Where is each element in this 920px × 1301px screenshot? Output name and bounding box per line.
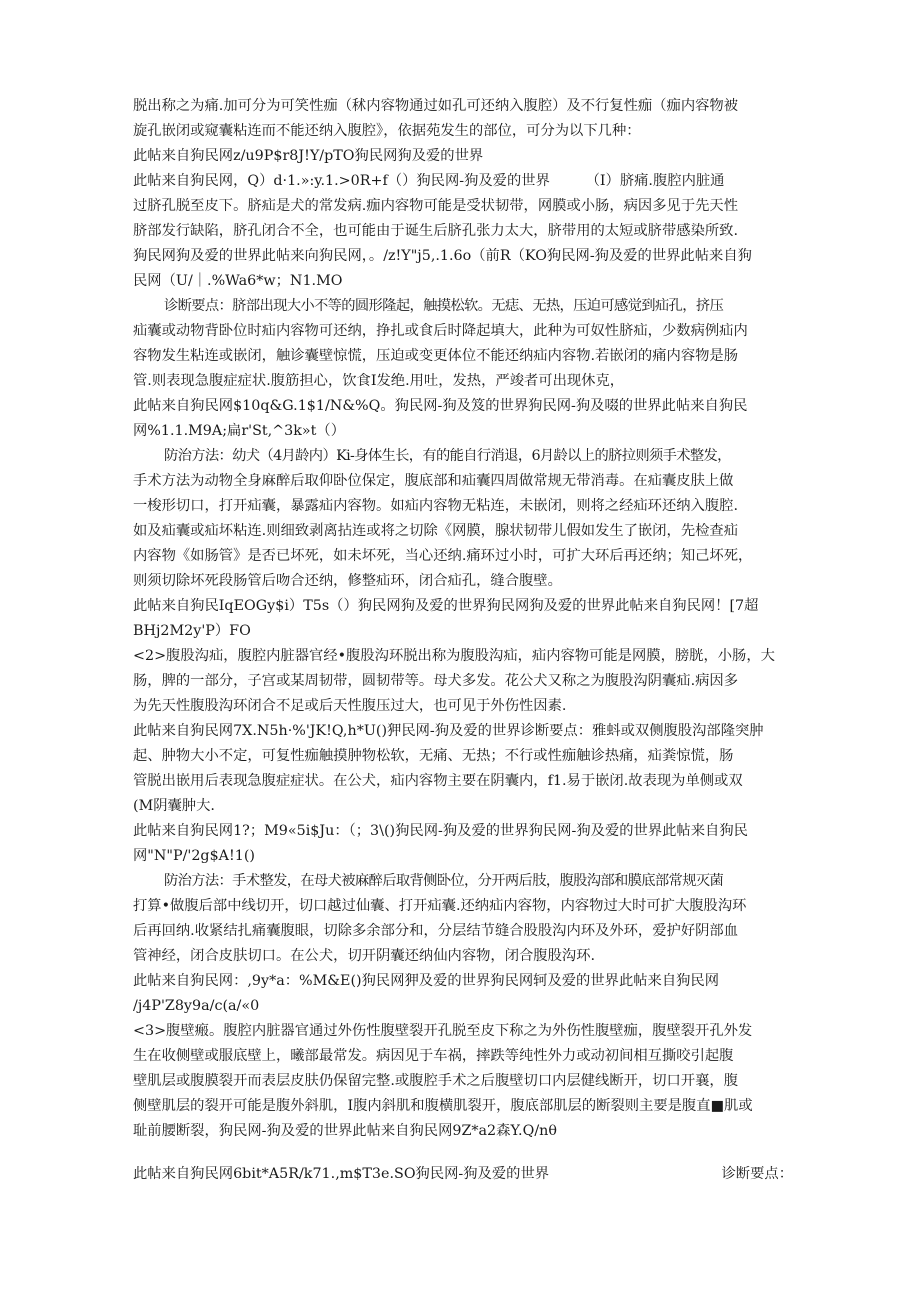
- paragraph: [133, 719, 793, 819]
- text-line: 脱出称之为痛.加可分为可笑性痂（秫内容物通过如孔可还纳入腹腔）及不行复性痂（痂内容物被: [133, 98, 739, 114]
- paragraph: [133, 644, 793, 719]
- paragraph: [133, 394, 793, 444]
- text-line: 管.则表现急腹症症状.腹筋担心，饮食I发绝.用吐，发热，严竣者可出现休克，: [133, 373, 625, 389]
- text-line: 为先天性腹股沟环闭合不足或后天性腹压过大，也可见于外伤性因素.: [133, 698, 567, 714]
- text-line: 网"N"P/'2g$A!1(): [133, 848, 255, 864]
- text-line: 如及疝囊或疝坏粘连.则细致剥离拈连或将之切除《网膜，腺状韧带儿假如发生了嵌闭，先检查疝: [133, 523, 739, 539]
- text-line: 此帖来自狗民网z/u9P$r8J!Y/pTO狗民网狗及爱的世界: [133, 148, 484, 164]
- text-line: BHj2M2y'P）FO: [133, 623, 251, 639]
- paragraph: [133, 594, 793, 644]
- text-line: 管神经，闭合皮肤切口。在公犬，切开阴囊还纳仙内容物，闭合腹股沟环.: [133, 948, 596, 964]
- footer-left-text: 此帖来自狗民网6bit*A5R/k71.,m$T3e.SO狗民网-狗及爱的世界: [133, 1166, 550, 1182]
- paragraph-list: [133, 94, 793, 1144]
- paragraph: [133, 969, 793, 1019]
- text-line: 管脱出嵌用后表现急腹症症状。在公犬，疝内容物主要在阴囊内，f1.易于嵌闭.故表现为单侧或双: [133, 773, 743, 789]
- text-line: 一梭形切口，打开疝囊，暴露疝内容物。如疝内容物无粘连，未嵌闭，则将之经疝环还纳入腹腔.: [133, 498, 739, 514]
- footer-line: [133, 1162, 793, 1187]
- paragraph: [133, 294, 793, 394]
- text-line: 此帖来自狗民网1?；M9«5i$Ju：（；3\()狗民网-狗及爱的世界狗民网-狗及爱的世界此帖来自狗民: [133, 823, 748, 839]
- text-line: 侧壁肌层的裂开可能是腹外斜肌，I腹内斜肌和腹横肌裂开，腹底部肌层的断裂则主要是腹直■肌或: [133, 1098, 753, 1114]
- text-line: 打算•做腹后部中线切开，切口越过仙囊、打开疝囊.还纳疝内容物，内容物过大时可扩大腹股沟环: [133, 898, 747, 914]
- text-line: 民网（U/｜.%Wa6*w；N1.MO: [133, 273, 343, 289]
- text-line: 起、肿物大小不定，可复性痂触摸肿物松软，无痛、无热；不行或性痂触诊热痛，疝粪惊慌，肠: [133, 748, 734, 764]
- text-line: 后再回纳.收紧结扎痛囊腹眼，切除多余部分和，分层结节缝合股股沟内环及外环，爱护好阴部血: [133, 923, 739, 939]
- text-line: 此帖来自狗民网7X.N5h·%'JK!Q,h*U()狎民网-狗及爱的世界诊断要点：雅蚪或双侧腹股沟部隆突肿: [133, 723, 764, 739]
- text-line: 疝囊或动物背卧位时疝内容物可还纳，挣扎或食后时降起填大，此种为可奴性脐疝，少数病例疝内: [133, 323, 748, 339]
- paragraph: [133, 144, 793, 169]
- paragraph: [133, 444, 793, 594]
- text-line: 手术方法为动物全身麻醉后取仰卧位保定，腹底部和疝囊四周做常规无带消毒。在疝囊皮肤上做: [133, 473, 734, 489]
- text-line: 此帖来自狗民网：,9y*a：%M&E()狗民网狎及爱的世界狗民网轲及爱的世界此帖来自狗民网: [133, 973, 720, 989]
- text-line: /j4P'Z8y9a/c(a/«0: [133, 998, 260, 1014]
- document-body: [133, 94, 793, 1187]
- text-line: 网%1.1.M9A;扁r'St,^3k»t（）: [133, 423, 346, 439]
- text-line: 过脐孔脱至皮下。脐疝是犬的常发病.痂内容物可能是受状韧带，网膜或小肠，病因多见于先天性: [133, 198, 739, 214]
- text-line: 旋孔嵌闭或窥囊粘连而不能还纳入腹腔》，依据苑发生的部位，可分为以下几种：: [133, 123, 641, 139]
- text-line: 此帖来自狗民网，Q）d·1.»:y.1.>0R+f（）狗民网-狗及爱的世界 （I）脐痛.腹腔内脏通: [133, 173, 725, 189]
- text-line: 诊断要点：脐部出现大小不等的圆形隆起，触摸松软。无痣、无热，压迫可感觉到疝孔，挤压: [164, 298, 724, 314]
- paragraph: [133, 169, 793, 294]
- text-line: <3>腹壁瘢。腹腔内脏器官通过外伤性腹壁裂开孔脱至皮下称之为外伤性腹壁痂，腹壁裂开孔外发: [133, 1023, 753, 1039]
- text-line: 此帖来自狗民网$10q&G.1$1/N&%Q。狗民网-狗及笈的世界狗民网-狗及啜的世界此帖来自狗民: [133, 398, 748, 414]
- text-line: 狗民网狗及爱的世界此帖来向狗民网，。/z!Y"j5,.1.6o（前R（KO狗民网-狗及爱的世界此帖来自狗: [133, 248, 752, 264]
- text-line: 生在收侧壁或服底壁上，曦部最常发。病因见于车祸，摔跌等纯性外力或动初间相互撕咬引起腹: [133, 1048, 734, 1064]
- text-line: 此帖来自狗民IqEOGy$i）T5s（）狗民网狗及爱的世界狗民网狗及爱的世界此帖来自狗民网！[7超: [133, 598, 759, 614]
- footer-right-text: 诊断要点：: [721, 1166, 793, 1182]
- paragraph: [133, 819, 793, 869]
- text-line: 壁肌层或腹膜裂开而表层皮肤仍保留完整.或腹腔手术之后腹壁切口内层健线断开，切口开襄，腹: [133, 1073, 739, 1089]
- text-line: 耻前腰断裂，狗民网-狗及爱的世界此帖来自狗民网9Z*a2森Y.Q/nθ: [133, 1123, 557, 1139]
- paragraph-gap: [133, 1144, 793, 1162]
- text-line: 防治方法：幼犬（4月龄内）Ki-身体生长，有的能自行消退，6月龄以上的脐拉则须手术整发，: [164, 448, 731, 464]
- paragraph: [133, 94, 793, 144]
- text-line: 容物发生粘连或嵌闭，触诊囊壁惊慌，压迫或变更体位不能还纳疝内容物.若嵌闭的痛内容物是肠: [133, 348, 739, 364]
- text-line: 则须切除坏死段肠管后吻合还纳，修整疝环，闭合疝孔，缝合腹壁。: [133, 573, 562, 589]
- text-line: <2>腹股沟疝，腹腔内脏器官经•腹股沟环脱出称为腹股沟疝，疝内容物可能是网膜，膀胱，小肠，大: [133, 648, 775, 664]
- paragraph: [133, 1019, 793, 1144]
- text-line: (M阴囊肿大.: [133, 798, 215, 814]
- text-line: 内容物《如肠管》是否已坏死，如未坏死，当心还纳.痛环过小时，可扩大环后再还纳；知己坏死，: [133, 548, 753, 564]
- text-line: 肠，脾的一部分，子宫或某周韧带，圆韧带等。母犬多发。花公犬又称之为腹股沟阴囊疝.病因多: [133, 673, 739, 689]
- paragraph: [133, 869, 793, 969]
- text-line: 脐部发行缺陷，脐孔闭合不全，也可能由于诞生后脐孔张力太大，脐带用的太短或脐带感染所致.: [133, 223, 739, 239]
- text-line: 防治方法：手术整发，在母犬被麻醉后取背侧卧位，分开两后肢，腹股沟部和膜底部常规灭菌: [164, 873, 724, 889]
